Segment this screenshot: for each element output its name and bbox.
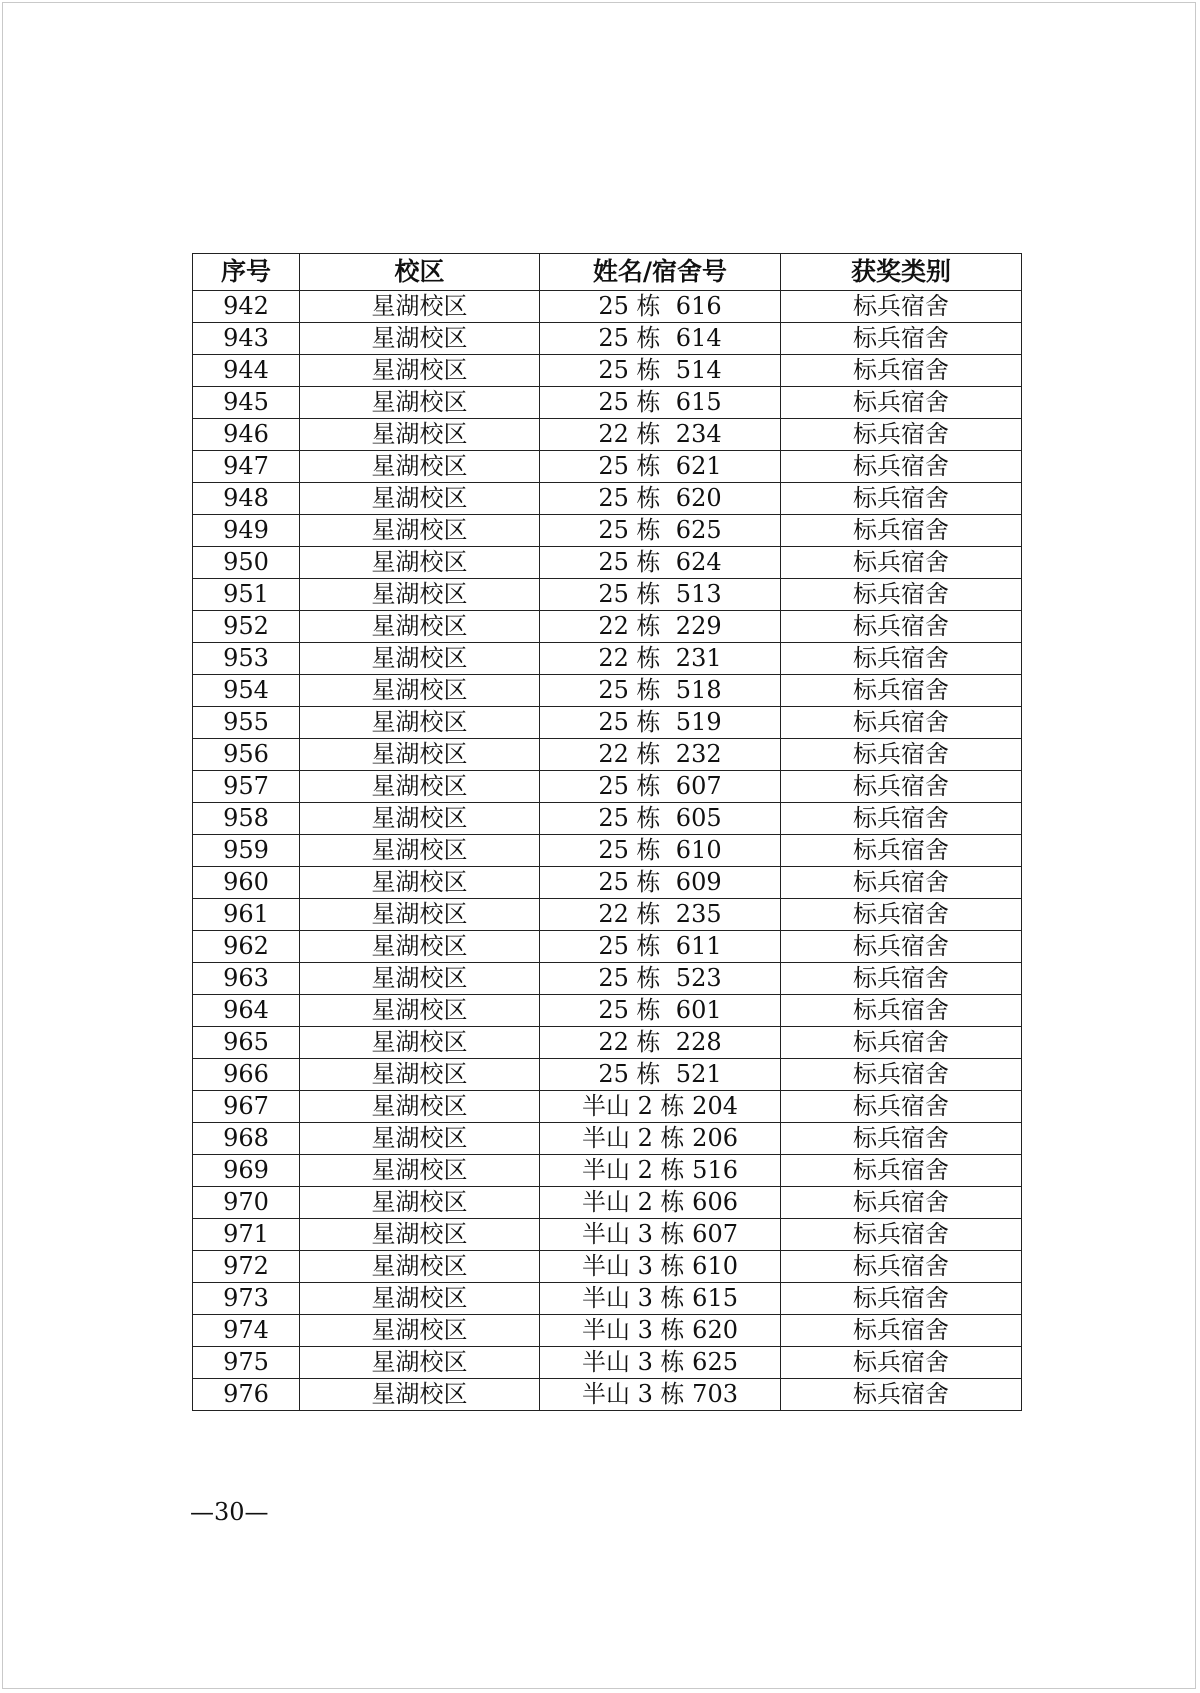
cell-campus: 星湖校区	[300, 611, 540, 643]
cell-room: 半山 3 栋 615	[540, 1283, 781, 1315]
cell-award: 标兵宿舍	[781, 643, 1022, 675]
cell-index: 946	[193, 419, 300, 451]
cell-campus: 星湖校区	[300, 579, 540, 611]
cell-award: 标兵宿舍	[781, 1315, 1022, 1347]
cell-index: 956	[193, 739, 300, 771]
table-row	[193, 323, 1022, 355]
cell-campus: 星湖校区	[300, 963, 540, 995]
cell-campus: 星湖校区	[300, 1155, 540, 1187]
table-row	[193, 1123, 1022, 1155]
cell-campus: 星湖校区	[300, 867, 540, 899]
cell-award: 标兵宿舍	[781, 739, 1022, 771]
cell-index: 963	[193, 963, 300, 995]
cell-room: 半山 3 栋 607	[540, 1219, 781, 1251]
table-row	[193, 1347, 1022, 1379]
cell-room: 25 栋 519	[540, 707, 781, 739]
cell-award: 标兵宿舍	[781, 963, 1022, 995]
cell-index: 955	[193, 707, 300, 739]
table-row	[193, 739, 1022, 771]
cell-room: 半山 2 栋 606	[540, 1187, 781, 1219]
cell-index: 961	[193, 899, 300, 931]
table-row	[193, 643, 1022, 675]
cell-award: 标兵宿舍	[781, 1187, 1022, 1219]
header-room: 姓名/宿舍号	[540, 254, 781, 291]
cell-index: 966	[193, 1059, 300, 1091]
cell-index: 944	[193, 355, 300, 387]
cell-room: 半山 2 栋 206	[540, 1123, 781, 1155]
cell-award: 标兵宿舍	[781, 835, 1022, 867]
cell-award: 标兵宿舍	[781, 899, 1022, 931]
cell-index: 942	[193, 291, 300, 323]
cell-award: 标兵宿舍	[781, 1123, 1022, 1155]
cell-index: 971	[193, 1219, 300, 1251]
cell-room: 25 栋 518	[540, 675, 781, 707]
cell-index: 962	[193, 931, 300, 963]
table-row	[193, 1379, 1022, 1411]
cell-campus: 星湖校区	[300, 803, 540, 835]
cell-award: 标兵宿舍	[781, 1091, 1022, 1123]
cell-index: 967	[193, 1091, 300, 1123]
cell-campus: 星湖校区	[300, 1315, 540, 1347]
cell-index: 964	[193, 995, 300, 1027]
cell-index: 975	[193, 1347, 300, 1379]
table-row	[193, 1027, 1022, 1059]
cell-campus: 星湖校区	[300, 1379, 540, 1411]
cell-campus: 星湖校区	[300, 995, 540, 1027]
table-row	[193, 355, 1022, 387]
cell-award: 标兵宿舍	[781, 515, 1022, 547]
table-row	[193, 1251, 1022, 1283]
table-row	[193, 899, 1022, 931]
cell-index: 976	[193, 1379, 300, 1411]
cell-room: 25 栋 610	[540, 835, 781, 867]
cell-campus: 星湖校区	[300, 835, 540, 867]
cell-room: 22 栋 228	[540, 1027, 781, 1059]
cell-room: 半山 3 栋 703	[540, 1379, 781, 1411]
page-number: —30—	[190, 1498, 269, 1526]
cell-award: 标兵宿舍	[781, 291, 1022, 323]
cell-award: 标兵宿舍	[781, 771, 1022, 803]
cell-award: 标兵宿舍	[781, 1155, 1022, 1187]
table-row	[193, 1059, 1022, 1091]
cell-room: 22 栋 232	[540, 739, 781, 771]
dormitory-award-table	[192, 253, 1022, 1411]
table-row	[193, 1155, 1022, 1187]
table-row	[193, 963, 1022, 995]
cell-campus: 星湖校区	[300, 1027, 540, 1059]
cell-award: 标兵宿舍	[781, 1059, 1022, 1091]
header-index: 序号	[193, 254, 300, 291]
cell-room: 25 栋 523	[540, 963, 781, 995]
cell-campus: 星湖校区	[300, 643, 540, 675]
table-row	[193, 547, 1022, 579]
cell-campus: 星湖校区	[300, 515, 540, 547]
cell-campus: 星湖校区	[300, 355, 540, 387]
cell-campus: 星湖校区	[300, 707, 540, 739]
cell-room: 半山 3 栋 620	[540, 1315, 781, 1347]
cell-index: 943	[193, 323, 300, 355]
table-header-row	[193, 254, 1022, 291]
cell-index: 960	[193, 867, 300, 899]
cell-room: 25 栋 521	[540, 1059, 781, 1091]
cell-award: 标兵宿舍	[781, 323, 1022, 355]
cell-index: 959	[193, 835, 300, 867]
cell-room: 22 栋 234	[540, 419, 781, 451]
table-row	[193, 675, 1022, 707]
cell-campus: 星湖校区	[300, 419, 540, 451]
cell-room: 半山 3 栋 610	[540, 1251, 781, 1283]
cell-campus: 星湖校区	[300, 387, 540, 419]
cell-room: 25 栋 514	[540, 355, 781, 387]
cell-index: 972	[193, 1251, 300, 1283]
cell-room: 25 栋 615	[540, 387, 781, 419]
cell-campus: 星湖校区	[300, 899, 540, 931]
cell-room: 22 栋 229	[540, 611, 781, 643]
header-award: 获奖类别	[781, 254, 1022, 291]
table-row	[193, 611, 1022, 643]
table-row	[193, 867, 1022, 899]
cell-award: 标兵宿舍	[781, 579, 1022, 611]
cell-campus: 星湖校区	[300, 291, 540, 323]
table-row	[193, 1315, 1022, 1347]
cell-room: 25 栋 620	[540, 483, 781, 515]
cell-award: 标兵宿舍	[781, 1283, 1022, 1315]
cell-campus: 星湖校区	[300, 483, 540, 515]
cell-index: 950	[193, 547, 300, 579]
cell-award: 标兵宿舍	[781, 867, 1022, 899]
cell-index: 969	[193, 1155, 300, 1187]
cell-index: 948	[193, 483, 300, 515]
cell-award: 标兵宿舍	[781, 355, 1022, 387]
table-row	[193, 451, 1022, 483]
cell-room: 半山 2 栋 204	[540, 1091, 781, 1123]
cell-campus: 星湖校区	[300, 451, 540, 483]
cell-campus: 星湖校区	[300, 547, 540, 579]
cell-index: 953	[193, 643, 300, 675]
table-row	[193, 707, 1022, 739]
cell-award: 标兵宿舍	[781, 931, 1022, 963]
table-row	[193, 387, 1022, 419]
table-row	[193, 1187, 1022, 1219]
cell-room: 25 栋 601	[540, 995, 781, 1027]
cell-award: 标兵宿舍	[781, 483, 1022, 515]
cell-index: 970	[193, 1187, 300, 1219]
cell-award: 标兵宿舍	[781, 1027, 1022, 1059]
table-row	[193, 1219, 1022, 1251]
cell-room: 22 栋 235	[540, 899, 781, 931]
cell-award: 标兵宿舍	[781, 387, 1022, 419]
table-row	[193, 291, 1022, 323]
cell-campus: 星湖校区	[300, 1123, 540, 1155]
cell-room: 半山 3 栋 625	[540, 1347, 781, 1379]
cell-award: 标兵宿舍	[781, 995, 1022, 1027]
cell-award: 标兵宿舍	[781, 1251, 1022, 1283]
table-row	[193, 483, 1022, 515]
cell-award: 标兵宿舍	[781, 707, 1022, 739]
cell-award: 标兵宿舍	[781, 547, 1022, 579]
cell-campus: 星湖校区	[300, 771, 540, 803]
cell-room: 25 栋 616	[540, 291, 781, 323]
cell-room: 25 栋 605	[540, 803, 781, 835]
cell-campus: 星湖校区	[300, 323, 540, 355]
cell-campus: 星湖校区	[300, 1283, 540, 1315]
cell-award: 标兵宿舍	[781, 803, 1022, 835]
cell-index: 958	[193, 803, 300, 835]
cell-index: 949	[193, 515, 300, 547]
table-row	[193, 931, 1022, 963]
cell-index: 965	[193, 1027, 300, 1059]
cell-room: 25 栋 609	[540, 867, 781, 899]
cell-award: 标兵宿舍	[781, 1379, 1022, 1411]
cell-room: 22 栋 231	[540, 643, 781, 675]
table-row	[193, 835, 1022, 867]
cell-room: 25 栋 513	[540, 579, 781, 611]
cell-campus: 星湖校区	[300, 1219, 540, 1251]
table-row	[193, 1283, 1022, 1315]
cell-award: 标兵宿舍	[781, 419, 1022, 451]
cell-room: 25 栋 607	[540, 771, 781, 803]
cell-index: 973	[193, 1283, 300, 1315]
cell-campus: 星湖校区	[300, 1091, 540, 1123]
cell-room: 25 栋 611	[540, 931, 781, 963]
table-row	[193, 771, 1022, 803]
cell-index: 945	[193, 387, 300, 419]
cell-room: 25 栋 614	[540, 323, 781, 355]
table-row	[193, 579, 1022, 611]
cell-room: 半山 2 栋 516	[540, 1155, 781, 1187]
cell-campus: 星湖校区	[300, 931, 540, 963]
cell-index: 952	[193, 611, 300, 643]
cell-campus: 星湖校区	[300, 1347, 540, 1379]
cell-award: 标兵宿舍	[781, 675, 1022, 707]
cell-award: 标兵宿舍	[781, 611, 1022, 643]
cell-award: 标兵宿舍	[781, 451, 1022, 483]
table-row	[193, 803, 1022, 835]
cell-index: 968	[193, 1123, 300, 1155]
cell-campus: 星湖校区	[300, 1059, 540, 1091]
cell-room: 25 栋 624	[540, 547, 781, 579]
table-row	[193, 419, 1022, 451]
header-campus: 校区	[300, 254, 540, 291]
cell-award: 标兵宿舍	[781, 1219, 1022, 1251]
cell-room: 25 栋 625	[540, 515, 781, 547]
cell-award: 标兵宿舍	[781, 1347, 1022, 1379]
cell-index: 947	[193, 451, 300, 483]
cell-index: 974	[193, 1315, 300, 1347]
cell-campus: 星湖校区	[300, 1251, 540, 1283]
cell-index: 957	[193, 771, 300, 803]
table-row	[193, 515, 1022, 547]
cell-campus: 星湖校区	[300, 1187, 540, 1219]
cell-room: 25 栋 621	[540, 451, 781, 483]
table-row	[193, 1091, 1022, 1123]
cell-index: 951	[193, 579, 300, 611]
cell-campus: 星湖校区	[300, 675, 540, 707]
table-row	[193, 995, 1022, 1027]
cell-campus: 星湖校区	[300, 739, 540, 771]
cell-index: 954	[193, 675, 300, 707]
table-body	[193, 291, 1022, 1411]
